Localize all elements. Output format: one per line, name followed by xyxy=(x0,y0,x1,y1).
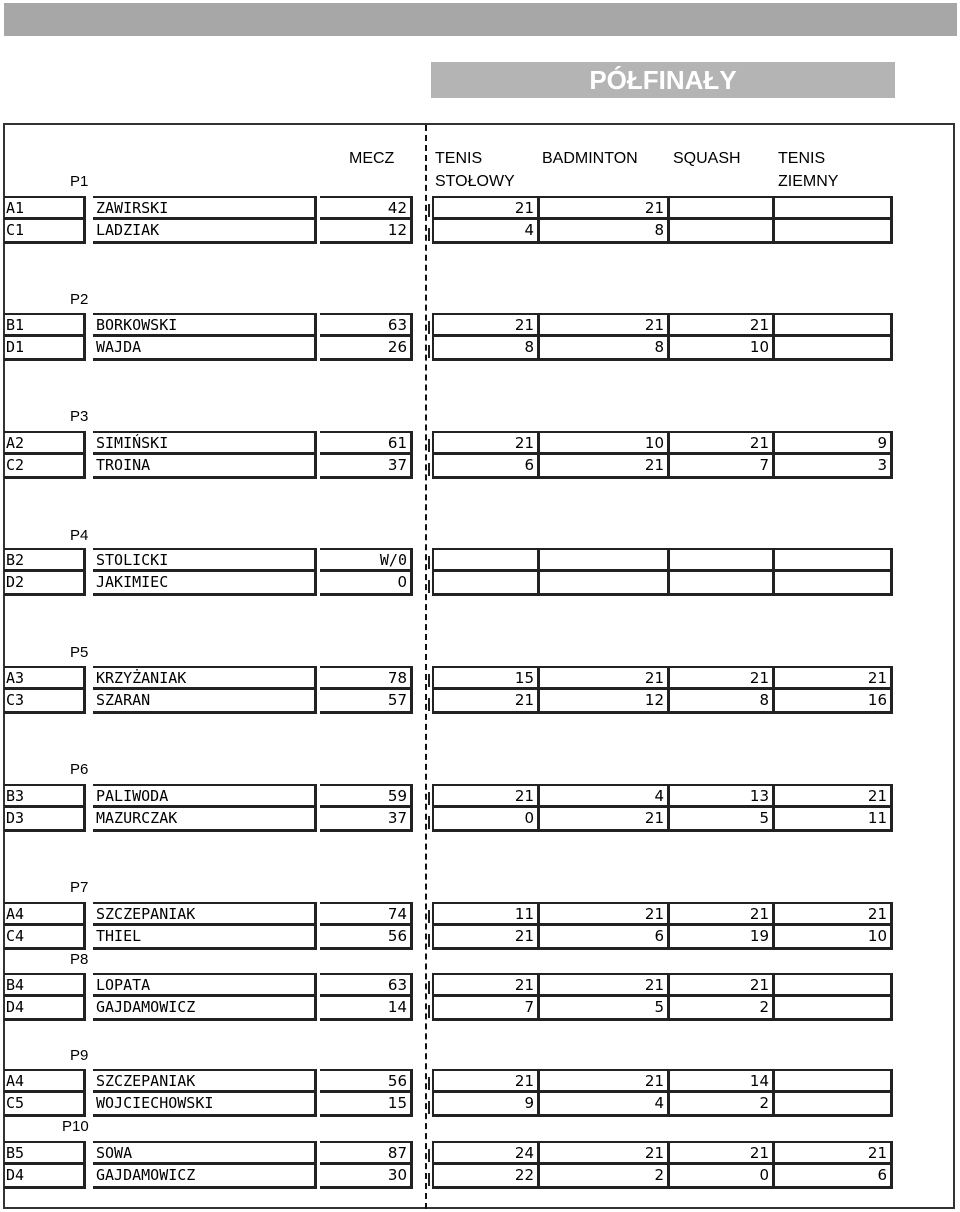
match-score: W/0 xyxy=(320,548,413,572)
page-title: PÓŁFINAŁY xyxy=(431,62,895,98)
top-banner-bar xyxy=(4,3,957,36)
match-score: 14 xyxy=(320,997,413,1021)
squash-score: 21 xyxy=(670,666,775,690)
lawn-tennis-score: 21 xyxy=(775,1141,893,1165)
lawn-tennis-score xyxy=(775,548,893,572)
row-separator-tick xyxy=(428,698,430,711)
row-separator-tick xyxy=(428,556,430,569)
badminton-score: 4 xyxy=(540,1093,670,1117)
row-separator-tick xyxy=(428,1005,430,1018)
player-row xyxy=(0,455,960,479)
lawn-tennis-score: 10 xyxy=(775,926,893,950)
badminton-score: 21 xyxy=(540,973,670,997)
player-row xyxy=(0,548,960,572)
row-separator-tick xyxy=(428,910,430,923)
player-row xyxy=(0,902,960,926)
lawn-tennis-score: 21 xyxy=(775,784,893,808)
row-separator-tick xyxy=(428,1077,430,1090)
table-tennis-score: 4 xyxy=(432,220,540,244)
player-code: A2 xyxy=(4,431,86,455)
table-tennis-score: 6 xyxy=(432,455,540,479)
squash-score: 5 xyxy=(670,808,775,832)
lawn-tennis-score xyxy=(775,196,893,220)
badminton-score: 21 xyxy=(540,1141,670,1165)
squash-score: 13 xyxy=(670,784,775,808)
player-name: SZCZEPANIAK xyxy=(93,902,317,926)
match-score: 0 xyxy=(320,572,413,596)
match-score: 87 xyxy=(320,1141,413,1165)
header-tenis-stolowy-line2: STOŁOWY xyxy=(435,173,515,190)
row-separator-tick xyxy=(428,674,430,687)
player-name: SIMIŃSKI xyxy=(93,431,317,455)
player-code: C5 xyxy=(4,1093,86,1117)
lawn-tennis-score: 3 xyxy=(775,455,893,479)
player-row xyxy=(0,926,960,950)
row-separator-tick xyxy=(428,934,430,947)
player-code: C3 xyxy=(4,690,86,714)
player-code: B5 xyxy=(4,1141,86,1165)
player-code: B1 xyxy=(4,313,86,337)
match-label: P3 xyxy=(70,408,89,425)
row-separator-tick xyxy=(428,204,430,217)
badminton-score: 21 xyxy=(540,666,670,690)
badminton-score: 8 xyxy=(540,220,670,244)
header-mecz: MECZ xyxy=(349,150,395,167)
match-score: 63 xyxy=(320,313,413,337)
row-separator-tick xyxy=(428,1149,430,1162)
badminton-score xyxy=(540,572,670,596)
player-row xyxy=(0,220,960,244)
lawn-tennis-score xyxy=(775,973,893,997)
table-tennis-score: 8 xyxy=(432,337,540,361)
row-separator-tick xyxy=(428,321,430,334)
table-tennis-score: 21 xyxy=(432,926,540,950)
match-score: 56 xyxy=(320,926,413,950)
player-name: WAJDA xyxy=(93,337,317,361)
table-tennis-score xyxy=(432,548,540,572)
row-separator-tick xyxy=(428,345,430,358)
player-name: LOPATA xyxy=(93,973,317,997)
player-name: GAJDAMOWICZ xyxy=(93,1165,317,1189)
player-name: WOJCIECHOWSKI xyxy=(93,1093,317,1117)
badminton-score: 21 xyxy=(540,808,670,832)
badminton-score: 12 xyxy=(540,690,670,714)
badminton-score: 21 xyxy=(540,196,670,220)
lawn-tennis-score xyxy=(775,220,893,244)
player-code: D3 xyxy=(4,808,86,832)
match-score: 37 xyxy=(320,808,413,832)
row-separator-tick xyxy=(428,981,430,994)
player-row xyxy=(0,313,960,337)
lawn-tennis-score: 9 xyxy=(775,431,893,455)
row-separator-tick xyxy=(428,1173,430,1186)
player-row xyxy=(0,808,960,832)
table-tennis-score: 22 xyxy=(432,1165,540,1189)
match-score: 59 xyxy=(320,784,413,808)
table-tennis-score: 11 xyxy=(432,902,540,926)
table-tennis-score: 21 xyxy=(432,784,540,808)
player-name: THIEL xyxy=(93,926,317,950)
player-row xyxy=(0,572,960,596)
player-row xyxy=(0,196,960,220)
player-code: B3 xyxy=(4,784,86,808)
player-name: PALIWODA xyxy=(93,784,317,808)
player-name: BORKOWSKI xyxy=(93,313,317,337)
player-code: C4 xyxy=(4,926,86,950)
player-code: B4 xyxy=(4,973,86,997)
squash-score xyxy=(670,548,775,572)
lawn-tennis-score: 16 xyxy=(775,690,893,714)
lawn-tennis-score xyxy=(775,572,893,596)
player-code: C1 xyxy=(4,220,86,244)
badminton-score: 21 xyxy=(540,313,670,337)
lawn-tennis-score xyxy=(775,1093,893,1117)
match-label: P8 xyxy=(70,951,89,968)
player-name: SZARAN xyxy=(93,690,317,714)
match-score: 57 xyxy=(320,690,413,714)
squash-score: 14 xyxy=(670,1069,775,1093)
squash-score: 21 xyxy=(670,431,775,455)
badminton-score: 21 xyxy=(540,902,670,926)
table-tennis-score: 21 xyxy=(432,431,540,455)
header-squash: SQUASH xyxy=(673,150,741,167)
player-row xyxy=(0,973,960,997)
match-label: P5 xyxy=(70,644,89,661)
badminton-score: 21 xyxy=(540,455,670,479)
squash-score xyxy=(670,220,775,244)
player-row xyxy=(0,1093,960,1117)
match-label: P9 xyxy=(70,1047,89,1064)
squash-score: 10 xyxy=(670,337,775,361)
match-label: P6 xyxy=(70,761,89,778)
player-name: SOWA xyxy=(93,1141,317,1165)
header-badminton: BADMINTON xyxy=(542,150,638,167)
squash-score: 21 xyxy=(670,902,775,926)
player-name: JAKIMIEC xyxy=(93,572,317,596)
player-code: A1 xyxy=(4,196,86,220)
table-tennis-score: 21 xyxy=(432,690,540,714)
squash-score: 2 xyxy=(670,997,775,1021)
table-tennis-score: 21 xyxy=(432,973,540,997)
player-code: B2 xyxy=(4,548,86,572)
row-separator-tick xyxy=(428,792,430,805)
lawn-tennis-score xyxy=(775,313,893,337)
player-name: MAZURCZAK xyxy=(93,808,317,832)
squash-score: 7 xyxy=(670,455,775,479)
player-code: D4 xyxy=(4,1165,86,1189)
match-score: 37 xyxy=(320,455,413,479)
match-score: 78 xyxy=(320,666,413,690)
badminton-score xyxy=(540,548,670,572)
badminton-score: 4 xyxy=(540,784,670,808)
match-score: 26 xyxy=(320,337,413,361)
squash-score: 19 xyxy=(670,926,775,950)
player-row xyxy=(0,690,960,714)
match-score: 63 xyxy=(320,973,413,997)
header-tenis-ziemny-line2: ZIEMNY xyxy=(778,173,839,190)
table-tennis-score: 21 xyxy=(432,1069,540,1093)
header-tenis-ziemny-line1: TENIS xyxy=(778,150,826,167)
squash-score: 0 xyxy=(670,1165,775,1189)
table-tennis-score xyxy=(432,572,540,596)
squash-score: 21 xyxy=(670,973,775,997)
squash-score: 21 xyxy=(670,313,775,337)
badminton-score: 10 xyxy=(540,431,670,455)
lawn-tennis-score: 21 xyxy=(775,902,893,926)
squash-score: 8 xyxy=(670,690,775,714)
player-row xyxy=(0,337,960,361)
player-name: TROINA xyxy=(93,455,317,479)
player-code: D2 xyxy=(4,572,86,596)
player-code: A4 xyxy=(4,902,86,926)
badminton-score: 2 xyxy=(540,1165,670,1189)
table-tennis-score: 24 xyxy=(432,1141,540,1165)
row-separator-tick xyxy=(428,439,430,452)
row-separator-tick xyxy=(428,580,430,593)
squash-score: 21 xyxy=(670,1141,775,1165)
player-name: GAJDAMOWICZ xyxy=(93,997,317,1021)
lawn-tennis-score: 11 xyxy=(775,808,893,832)
match-label: P2 xyxy=(70,291,89,308)
player-name: LADZIAK xyxy=(93,220,317,244)
player-code: A4 xyxy=(4,1069,86,1093)
lawn-tennis-score: 21 xyxy=(775,666,893,690)
table-tennis-score: 15 xyxy=(432,666,540,690)
lawn-tennis-score xyxy=(775,1069,893,1093)
match-score: 56 xyxy=(320,1069,413,1093)
lawn-tennis-score: 6 xyxy=(775,1165,893,1189)
player-code: A3 xyxy=(4,666,86,690)
match-score: 15 xyxy=(320,1093,413,1117)
player-row xyxy=(0,1069,960,1093)
player-name: KRZYŻANIAK xyxy=(93,666,317,690)
player-name: SZCZEPANIAK xyxy=(93,1069,317,1093)
row-separator-tick xyxy=(428,816,430,829)
squash-score: 2 xyxy=(670,1093,775,1117)
lawn-tennis-score xyxy=(775,337,893,361)
squash-score xyxy=(670,196,775,220)
match-label: P1 xyxy=(70,173,89,190)
match-label: P4 xyxy=(70,527,89,544)
table-tennis-score: 21 xyxy=(432,313,540,337)
player-row xyxy=(0,431,960,455)
table-tennis-score: 9 xyxy=(432,1093,540,1117)
player-row xyxy=(0,784,960,808)
player-row xyxy=(0,997,960,1021)
badminton-score: 6 xyxy=(540,926,670,950)
badminton-score: 5 xyxy=(540,997,670,1021)
badminton-score: 21 xyxy=(540,1069,670,1093)
header-tenis-stolowy-line1: TENIS xyxy=(435,150,483,167)
match-label: P10 xyxy=(62,1118,89,1135)
table-tennis-score: 21 xyxy=(432,196,540,220)
squash-score xyxy=(670,572,775,596)
player-name: STOLICKI xyxy=(93,548,317,572)
player-code: D4 xyxy=(4,997,86,1021)
match-score: 30 xyxy=(320,1165,413,1189)
match-label: P7 xyxy=(70,879,89,896)
match-score: 61 xyxy=(320,431,413,455)
match-score: 12 xyxy=(320,220,413,244)
badminton-score: 8 xyxy=(540,337,670,361)
table-tennis-score: 0 xyxy=(432,808,540,832)
row-separator-tick xyxy=(428,228,430,241)
player-code: D1 xyxy=(4,337,86,361)
player-name: ZAWIRSKI xyxy=(93,196,317,220)
player-row xyxy=(0,1165,960,1189)
row-separator-tick xyxy=(428,1101,430,1114)
match-score: 74 xyxy=(320,902,413,926)
player-row xyxy=(0,666,960,690)
match-score: 42 xyxy=(320,196,413,220)
lawn-tennis-score xyxy=(775,997,893,1021)
player-row xyxy=(0,1141,960,1165)
table-tennis-score: 7 xyxy=(432,997,540,1021)
player-code: C2 xyxy=(4,455,86,479)
row-separator-tick xyxy=(428,463,430,476)
